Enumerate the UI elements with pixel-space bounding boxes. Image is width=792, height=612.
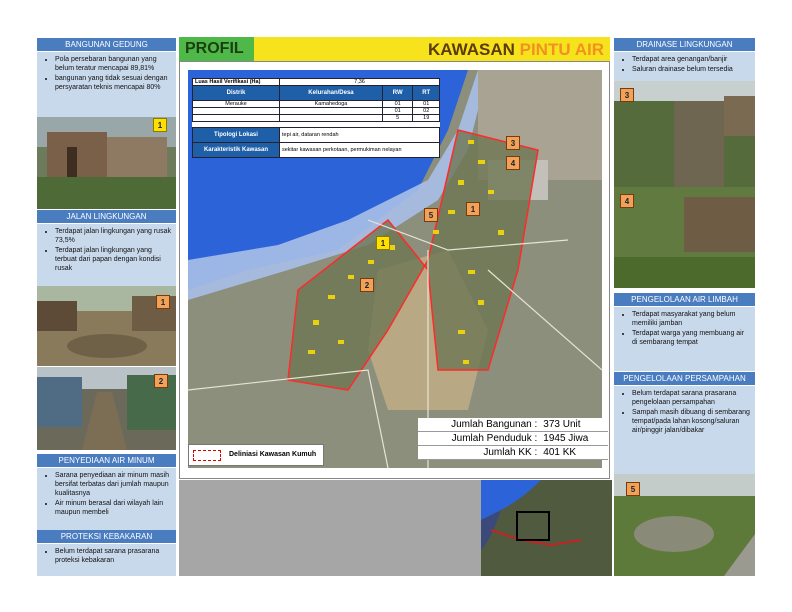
legend-label: Deliniasi Kawasan Kumuh [229,451,317,458]
map-tag: 2 [360,278,374,292]
info-table [192,78,440,158]
limbah-header: PENGELOLAAN AIR LIMBAH [614,293,755,306]
stat-value: 401 KK [540,446,608,460]
bangunan-item: • Pola persebaran bangunan yang belum teratur mencapai 89,81% [55,55,172,73]
stats-box [418,418,608,460]
luas-label: Luas Hasil Verifikasi (Ha) [193,79,280,86]
info-table-2 [192,127,440,158]
map-legend [188,444,324,466]
table-row [193,115,440,122]
title-kawasan-bar [254,37,610,61]
limbah-list [614,307,755,351]
table-cell: 01 [382,101,412,108]
photo-tag: 5 [626,482,640,496]
kebakaran-item: • Belum terdapat sarana prasarana proteksi kebakaran [55,547,172,565]
bangunan-list [37,52,176,96]
air-minum-list [37,468,176,521]
photo-tag: 2 [154,374,168,388]
jalan-photo-1 [37,286,176,366]
table-cell: Kamahedoga [280,101,383,108]
karakteristik-value: sekitar kawasan perkotaan, permukiman nelayan [280,143,440,158]
persampahan-item: • Sampah masih dibuang di sembarang tempat/pada lahan kosong/saluran air/pinggir jalan/dibakar [632,408,751,435]
table-header: RW [382,86,412,101]
jalan-header: JALAN LINGKUNGAN [37,210,176,223]
bangunan-item: • bangunan yang tidak sesuai dengan persyaratan teknis mencapai 80% [55,74,172,92]
kebakaran-list [37,544,176,569]
table-cell [193,115,280,122]
table-cell: 01 [382,108,412,115]
drainase-photo-2 [614,187,755,288]
map-tag: 5 [424,208,438,222]
limbah-item: • Terdapat masyarakat yang belum memiliki jamban [632,310,751,328]
air-minum-item: • Air minum berasal dari wilayah lain maupun membeli [55,499,172,517]
drainase-header: DRAINASE LINGKUNGAN [614,38,755,51]
stat-value: 373 Unit [540,418,608,432]
stat-label: Jumlah Bangunan : [418,418,540,432]
drainase-item: • Terdapat area genangan/banjir [632,55,751,64]
map-tag: 1 [376,236,390,250]
persampahan-list [614,386,755,439]
luas-value: 7,36 [280,79,440,86]
jalan-photo-2 [37,367,176,450]
tipologi-label: Tipologi Lokasi [193,128,280,143]
tipologi-value: tepi air, dataran rendah [280,128,440,143]
air-minum-item: • Sarana penyediaan air minum masih bersifat terbatas dari jumlah maupun kualitasnya [55,471,172,498]
title-profil: PROFIL [185,40,244,57]
title-pintu-air: PINTU AIR [519,40,604,59]
jalan-item: • Terdapat jalan lingkungan yang terbuat dari papan dengan kondisi rusak [55,246,172,273]
table-row [193,101,440,108]
map-tag: 1 [466,202,480,216]
drainase-item: • Saluran drainase belum tersedia [632,65,751,74]
stat-row [418,418,608,432]
air-minum-header: PENYEDIAAN AIR MINUM [37,454,176,467]
jalan-list [37,224,176,277]
bangunan-header: BANGUNAN GEDUNG [37,38,176,51]
table-cell [280,108,383,115]
bangunan-photo [37,117,176,209]
persampahan-panel [614,386,755,474]
stat-label: Jumlah KK : [418,446,540,460]
table-cell: 5 [382,115,412,122]
table-cell: 01 [413,101,440,108]
photo-tag: 1 [153,118,167,132]
table-cell: 02 [413,108,440,115]
map-tag: 3 [506,136,520,150]
jalan-item: • Terdapat jalan lingkungan yang rusak 73,5% [55,227,172,245]
table-cell [280,115,383,122]
legend-swatch [193,450,221,461]
persampahan-photo [614,474,755,576]
stat-label: Jumlah Penduduk : [418,432,540,446]
photo-tag: 3 [620,88,634,102]
stats-table [418,418,608,460]
persampahan-header: PENGELOLAAN PERSAMPAHAN [614,372,755,385]
drainase-list [614,52,755,78]
bottom-strip [179,480,481,576]
stat-row [418,432,608,446]
title-profil-bg [179,37,254,61]
limbah-panel [614,307,755,371]
photo-tag: 4 [620,194,634,208]
table-cell [193,108,280,115]
stat-value: 1945 Jiwa [540,432,608,446]
map-tag: 4 [506,156,520,170]
map-frame [179,61,610,479]
bangunan-panel [37,52,176,117]
table-cell: Merauke [193,101,280,108]
table-row [193,108,440,115]
table-cell: 19 [413,115,440,122]
locator-map [481,480,612,576]
photo-tag: 1 [156,295,170,309]
table-header: RT [413,86,440,101]
kebakaran-header: PROTEKSI KEBAKARAN [37,530,176,543]
jalan-panel [37,224,176,286]
air-minum-panel [37,468,176,530]
persampahan-item: • Belum terdapat sarana prasarana pengelolaan persampahan [632,389,751,407]
table-header: Distrik [193,86,280,101]
karakteristik-label: Karakteristik Kawasan [193,143,280,158]
kebakaran-panel [37,544,176,576]
stat-row [418,446,608,460]
drainase-panel [614,52,755,81]
limbah-item: • Terdapat warga yang membuang air di sembarang tempat [632,329,751,347]
title-kawasan: KAWASAN [427,40,515,59]
drainase-photo-1 [614,81,755,187]
info-table-grid [192,78,440,122]
table-header: Kelurahan/Desa [280,86,383,101]
